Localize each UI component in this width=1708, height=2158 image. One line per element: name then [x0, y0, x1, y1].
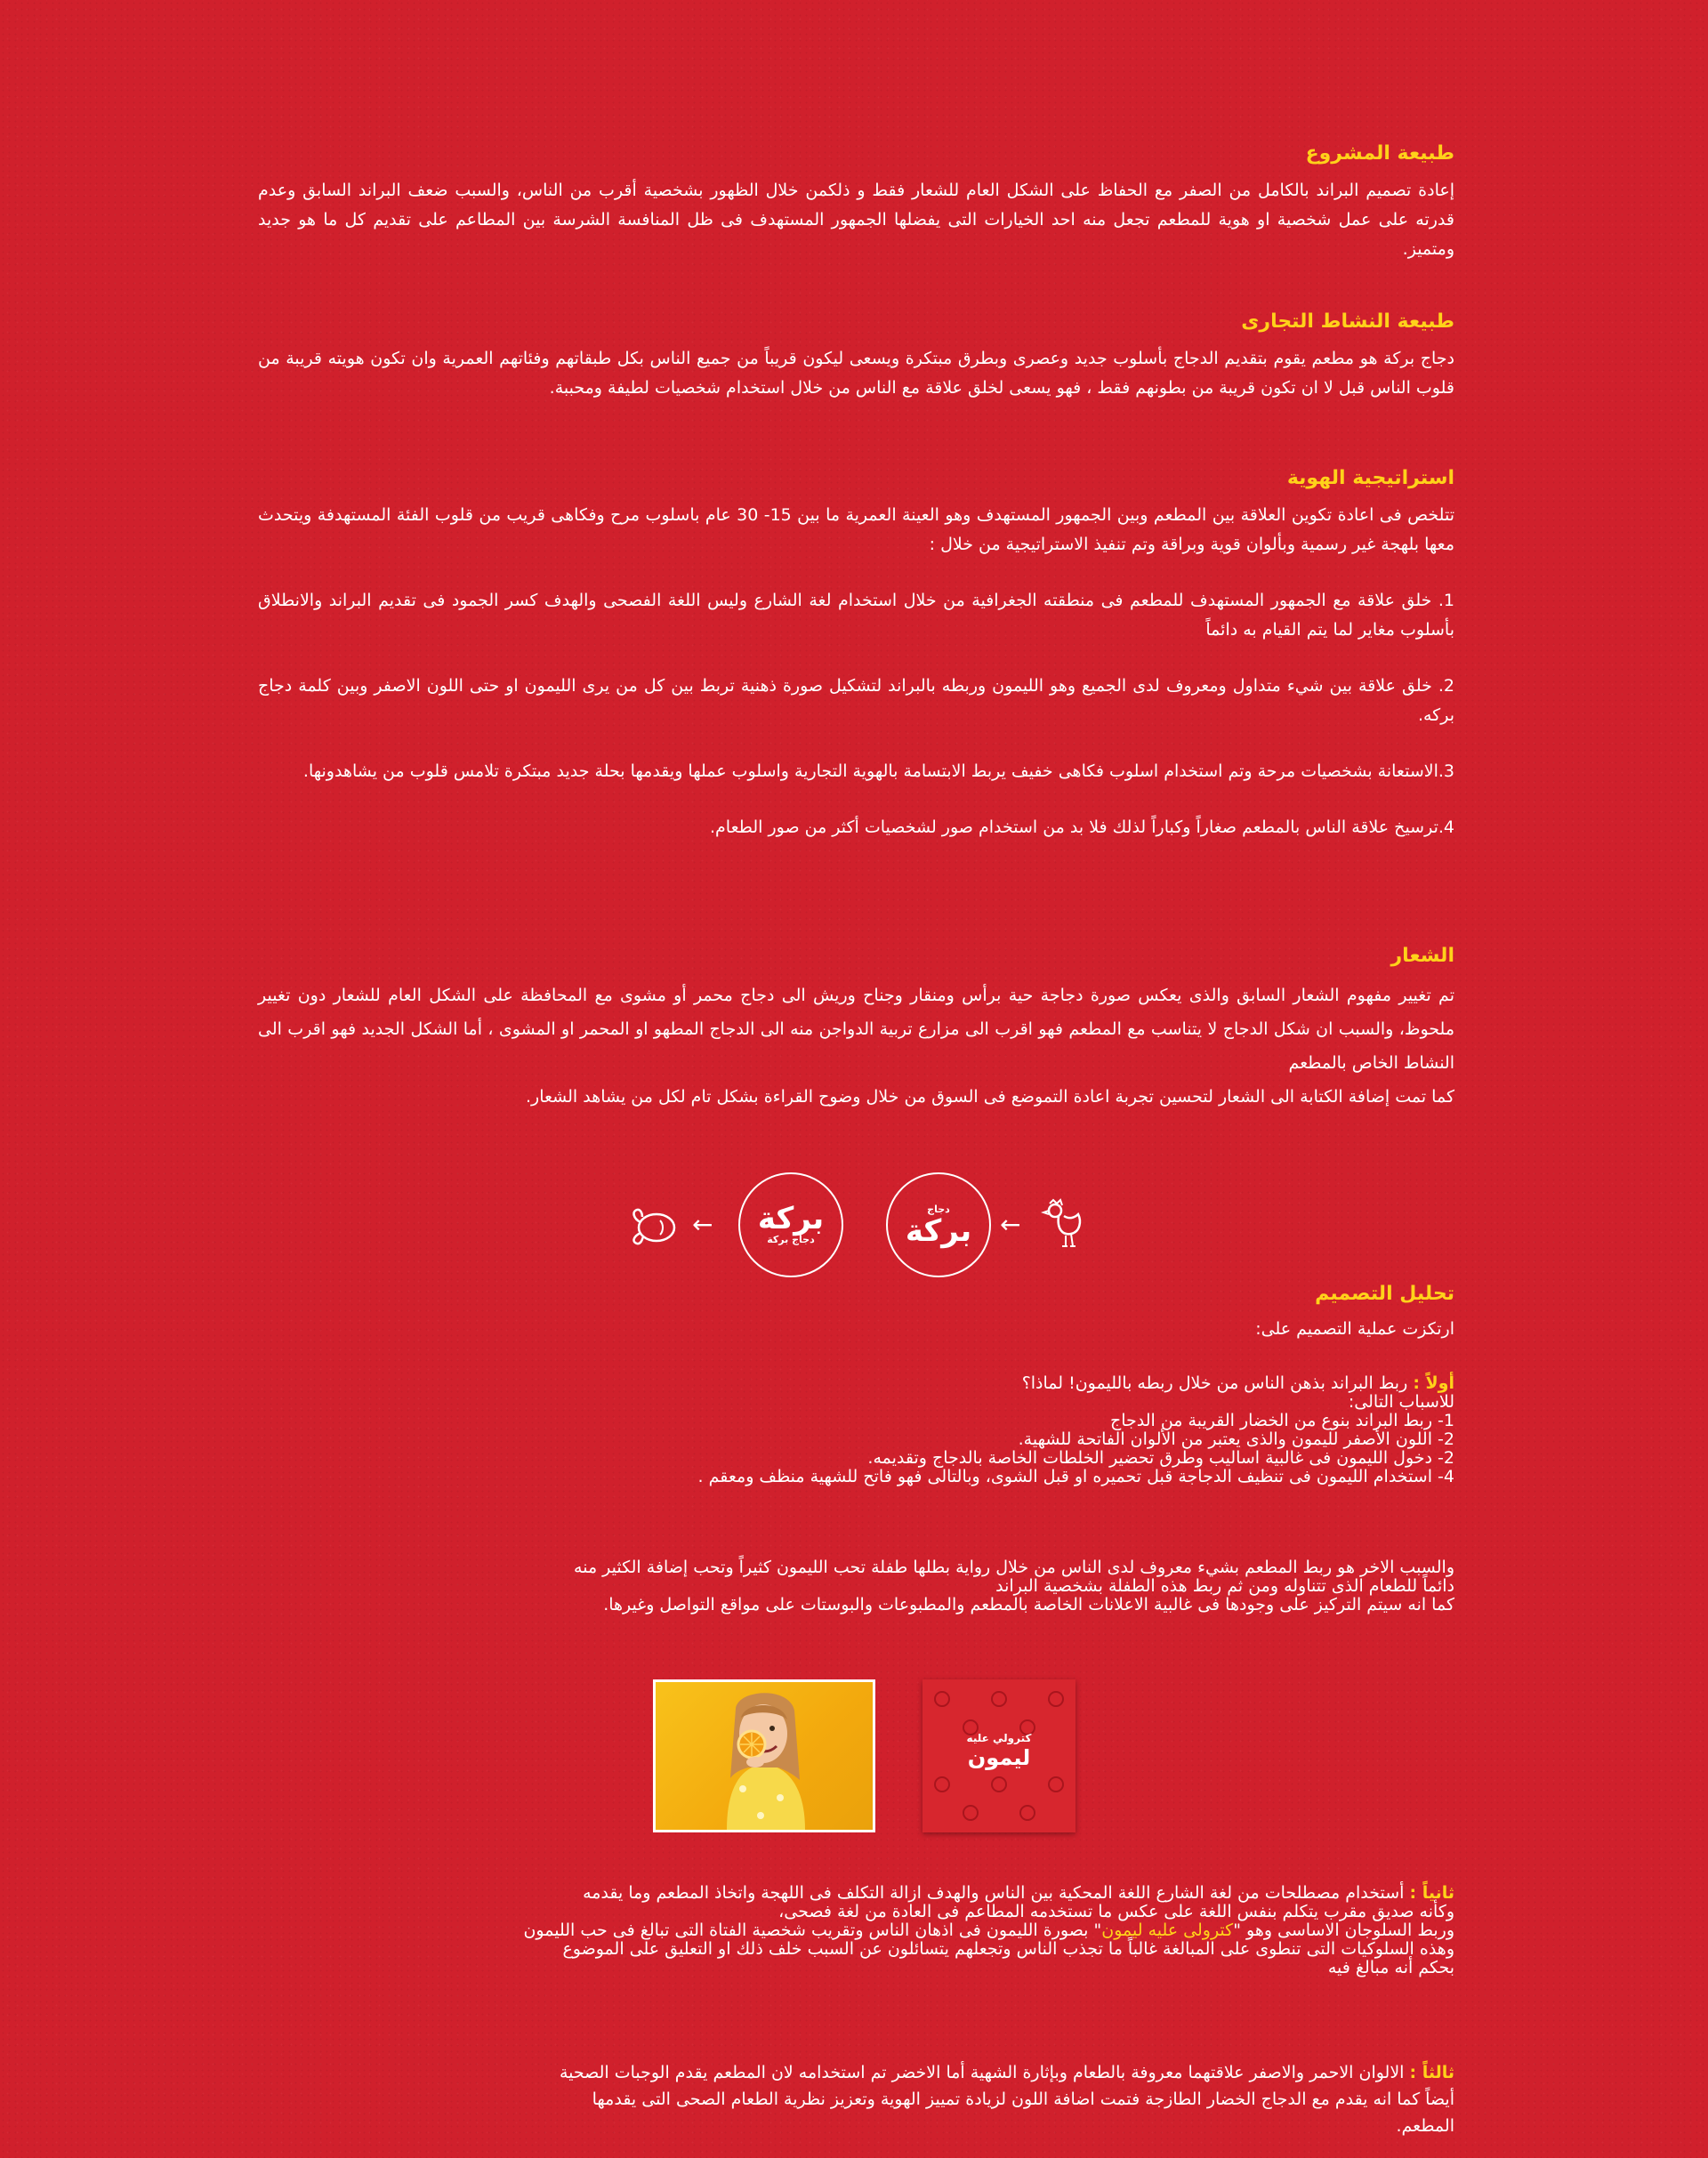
third-point-text: الالوان الاحمر والاصفر علاقتهما معروفة بالطعام وبإثارة الشهية أما الاخضر تم استخدامه لان المطعم يقدم الوجبات الصحية [559, 2063, 1405, 2082]
third-point-line [258, 2059, 1454, 2086]
reason-item: 2- اللون الأصفر لليمون والذى يعتبر من الألوان الفاتحة للشهية. [1018, 1429, 1454, 1449]
first-point-line [258, 1374, 1454, 1393]
new-logo-subtitle: دجاج بركة [767, 1234, 815, 1245]
old-logo-small-text: دجاج [927, 1204, 950, 1215]
old-logo [886, 1172, 991, 1277]
third-point-label: ثالثاً : [1409, 2063, 1454, 2082]
strategy-point: 4.ترسيخ علاقة الناس بالمطعم صغاراً وكباراً لذلك فلا بد من استخدام صور لشخصيات أكثر من صور الطعام. [710, 817, 1454, 837]
girl-lemon-photo [653, 1679, 875, 1832]
second-point-label: ثانياً : [1409, 1883, 1454, 1903]
new-logo-name: بركة [757, 1201, 825, 1236]
reason-item: 4- استخدام الليمون فى تنظيف الدجاجة قبل تحميره او قبل الشوى، وبالتالى فهو فاتح للشهية منظف ومعقم . [697, 1467, 1454, 1486]
poster-text [922, 1731, 1076, 1770]
live-chicken-icon [1041, 1196, 1085, 1252]
arrow-icon: ← [692, 1210, 713, 1239]
arrow-icon: ← [1000, 1210, 1021, 1239]
reason-item: 2- دخول الليمون فى غالبية اساليب وطرق تحضير الخلطات الخاصة بالدجاج وتقديمه. [867, 1448, 1454, 1468]
analysis-second-point [258, 1884, 1454, 1977]
section-heading: استراتيجية الهوية [1286, 467, 1454, 489]
slogan-line [258, 1921, 1454, 1940]
section-paragraph: إعادة تصميم البراند بالكامل من الصفر مع الحفاظ على الشكل العام للشعار فقط و ذلكمن خلال الظهور بشخصية أقرب من الناس، والسبب ضعف البراند السابق وعدم قدرته على عمل شخصية او هوية للمطعم تجعل منه احد الخيارات التى يفضلها الجمهور المستهدف فى ظل المنافسة الشرسة بين المطاعم على تقديم كل ما هو جديد ومتميز. [258, 181, 1454, 259]
third-point-line: أيضاً كما انه يقدم مع الدجاج الخضار الطازجة فتمت اضافة اللون لزيادة تمييز الهوية وتعزيز نظرية الطعام الصحى التى يقدمها [592, 2090, 1454, 2109]
second-point-line: وكأنه صديق مقرب يتكلم بنفس اللغة على عكس ما تستخدمه المطاعم فى العادة من لغة فصحى، [778, 1902, 1454, 1921]
second-point-line [258, 1884, 1454, 1903]
analysis-other-reason [258, 1558, 1454, 1614]
second-point-line: وهذه السلوكيات التى تنطوى على المبالغة غالباً ما تجذب الناس وتجعلهم يتسائلون عن السبب خلف ذلك او التعليق على الموضوع [562, 1939, 1454, 1959]
third-point-line: المطعم. [1396, 2116, 1454, 2136]
other-reason-line: دائماً للطعام الذى تتناوله ومن ثم ربط هذه الطفلة بشخصية البراند [995, 1576, 1454, 1596]
section-business-nature [258, 309, 1454, 403]
section-heading: تحليل التصميم [1315, 1283, 1454, 1305]
slogan-text: كترولى عليه ليمون [1101, 1920, 1234, 1940]
section-paragraph: تتلخص فى اعادة تكوين العلاقة بين المطعم وبين الجمهور المستهدف وهو العينة العمرية ما بين 15- 30 عام باسلوب مرح وفكاهى قريب من قلوب الفئة المستهدفة ويتحدث معها بلهجة غير رسمية وبألوان قوية وبراقة وتم تنفيذ الاستراتيجية من خلال : [258, 505, 1454, 554]
reason-item: 1- ربط البراند بنوع من الخضار القريبة من الدجاج [1109, 1411, 1454, 1430]
second-point-line: بحكم أنه مبالغ فيه [1327, 1958, 1454, 1977]
other-reason-line: والسبب الاخر هو ربط المطعم بشيء معروف لدى الناس من خلال رواية بطلها طفلة تحب الليمون كثيراً وتحب إضافة الكثير منه [574, 1558, 1454, 1577]
second-point-text: أستخدام مصطلحات من لغة الشارع اللغة المحكية بين الناس والهدف ازالة التكلف فى اللهجة واتخاذ المطعم وما يقدمه [583, 1883, 1405, 1903]
section-heading: طبيعة النشاط التجارى [1241, 310, 1454, 333]
old-logo-name: بركة [905, 1213, 972, 1249]
new-logo [738, 1172, 843, 1277]
girl-with-lemon-illustration [656, 1682, 873, 1830]
section-paragraph: كما تمت إضافة الكتابة الى الشعار لتحسين تجربة اعادة التموضع فى السوق من خلال وضوح القراءة بشكل تام لكل من يشاهد الشعار. [526, 1087, 1454, 1107]
lemon-poster [922, 1679, 1076, 1832]
slogan-before: وربط السلوجان الاساسى وهو " [1233, 1920, 1454, 1940]
first-point-text: ربط البراند بذهن الناس من خلال ربطه بالليمون! لماذا؟ [1021, 1373, 1408, 1393]
section-logo [258, 943, 1454, 1114]
analysis-first-point [258, 1374, 1454, 1486]
section-design-analysis [258, 1281, 1454, 1344]
strategy-point: 2. خلق علاقة بين شيء متداول ومعروف لدى الجميع وهو الليمون وربطه بالبراند لتشكيل صورة ذهنية تربط بين كل من يرى الليمون او حتى اللون الاصفر وبين كلمة دجاج بركه. [258, 676, 1454, 725]
other-reason-line: كما انه سيتم التركيز على وجودها فى غالبية الاعلانات الخاصة بالمطعم والمطبوعات والبوستات على مواقع التواصل وغيرها. [603, 1595, 1454, 1614]
poster-line-2: ليمون [967, 1745, 1031, 1770]
roast-chicken-icon [628, 1201, 681, 1251]
section-paragraph: تم تغيير مفهوم الشعار السابق والذى يعكس صورة دجاجة حية برأس ومنقار وجناح وريش الى دجاج محمر أو مشوى مع المحافظة على الشكل العام للشعار دون تغيير ملحوظ، والسبب ان شكل الدجاج لا يتناسب مع المطعم فهو اقرب الى مزارع تربية الدواجن منه الى الدجاج المطهو او المحمر او المشوى ، أما الشكل الجديد فهو اقرب الى النشاط الخاص بالمطعم [258, 986, 1454, 1073]
analysis-third-point [258, 2059, 1454, 2139]
strategy-point: 1. خلق علاقة مع الجمهور المستهدف للمطعم فى منطقته الجغرافية من خلال استخدام لغة الشارع وليس اللغة الفصحى والهدف كسر الجمود فى تقديم البراند والانطلاق بأسلوب مغاير لما يتم القيام به دائماً [258, 591, 1454, 640]
reasons-title: للاسباب التالى: [1348, 1392, 1454, 1412]
strategy-point: 3.الاستعانة بشخصيات مرحة وتم استخدام اسلوب فكاهى خفيف يربط الابتسامة بالهوية التجارية واسلوب عملها ويقدمها بحلة جديد مبتكرة تلامس قلوب من يشاهدونها. [302, 761, 1454, 781]
section-paragraph: دجاج بركة هو مطعم يقوم بتقديم الدجاج بأسلوب جديد وعصرى وبطرق مبتكرة ويسعى ليكون قريباً من جميع الناس بكل طبقاتهم وفئاتهم العمرية وان تكون هويته قريبة من قلوب الناس قبل لا ان تكون قريبة من بطونهم فقط ، فهو يسعى لخلق علاقة مع الناس من خلال استخدام شخصيات لطيفة ومحببة. [258, 349, 1454, 398]
analysis-intro: ارتكزت عملية التصميم على: [1255, 1319, 1454, 1339]
first-point-label: أولاً : [1413, 1373, 1454, 1393]
section-heading: الشعار [1390, 945, 1454, 967]
poster-line-1: كترولي عليه [966, 1732, 1032, 1744]
section-heading: طبيعة المشروع [1305, 142, 1454, 165]
slogan-after: " بصورة الليمون فى اذهان الناس وتقريب شخصية الفتاة التى تبالغ فى حب الليمون [523, 1920, 1102, 1940]
section-identity-strategy [258, 465, 1454, 842]
section-project-nature [258, 141, 1454, 264]
